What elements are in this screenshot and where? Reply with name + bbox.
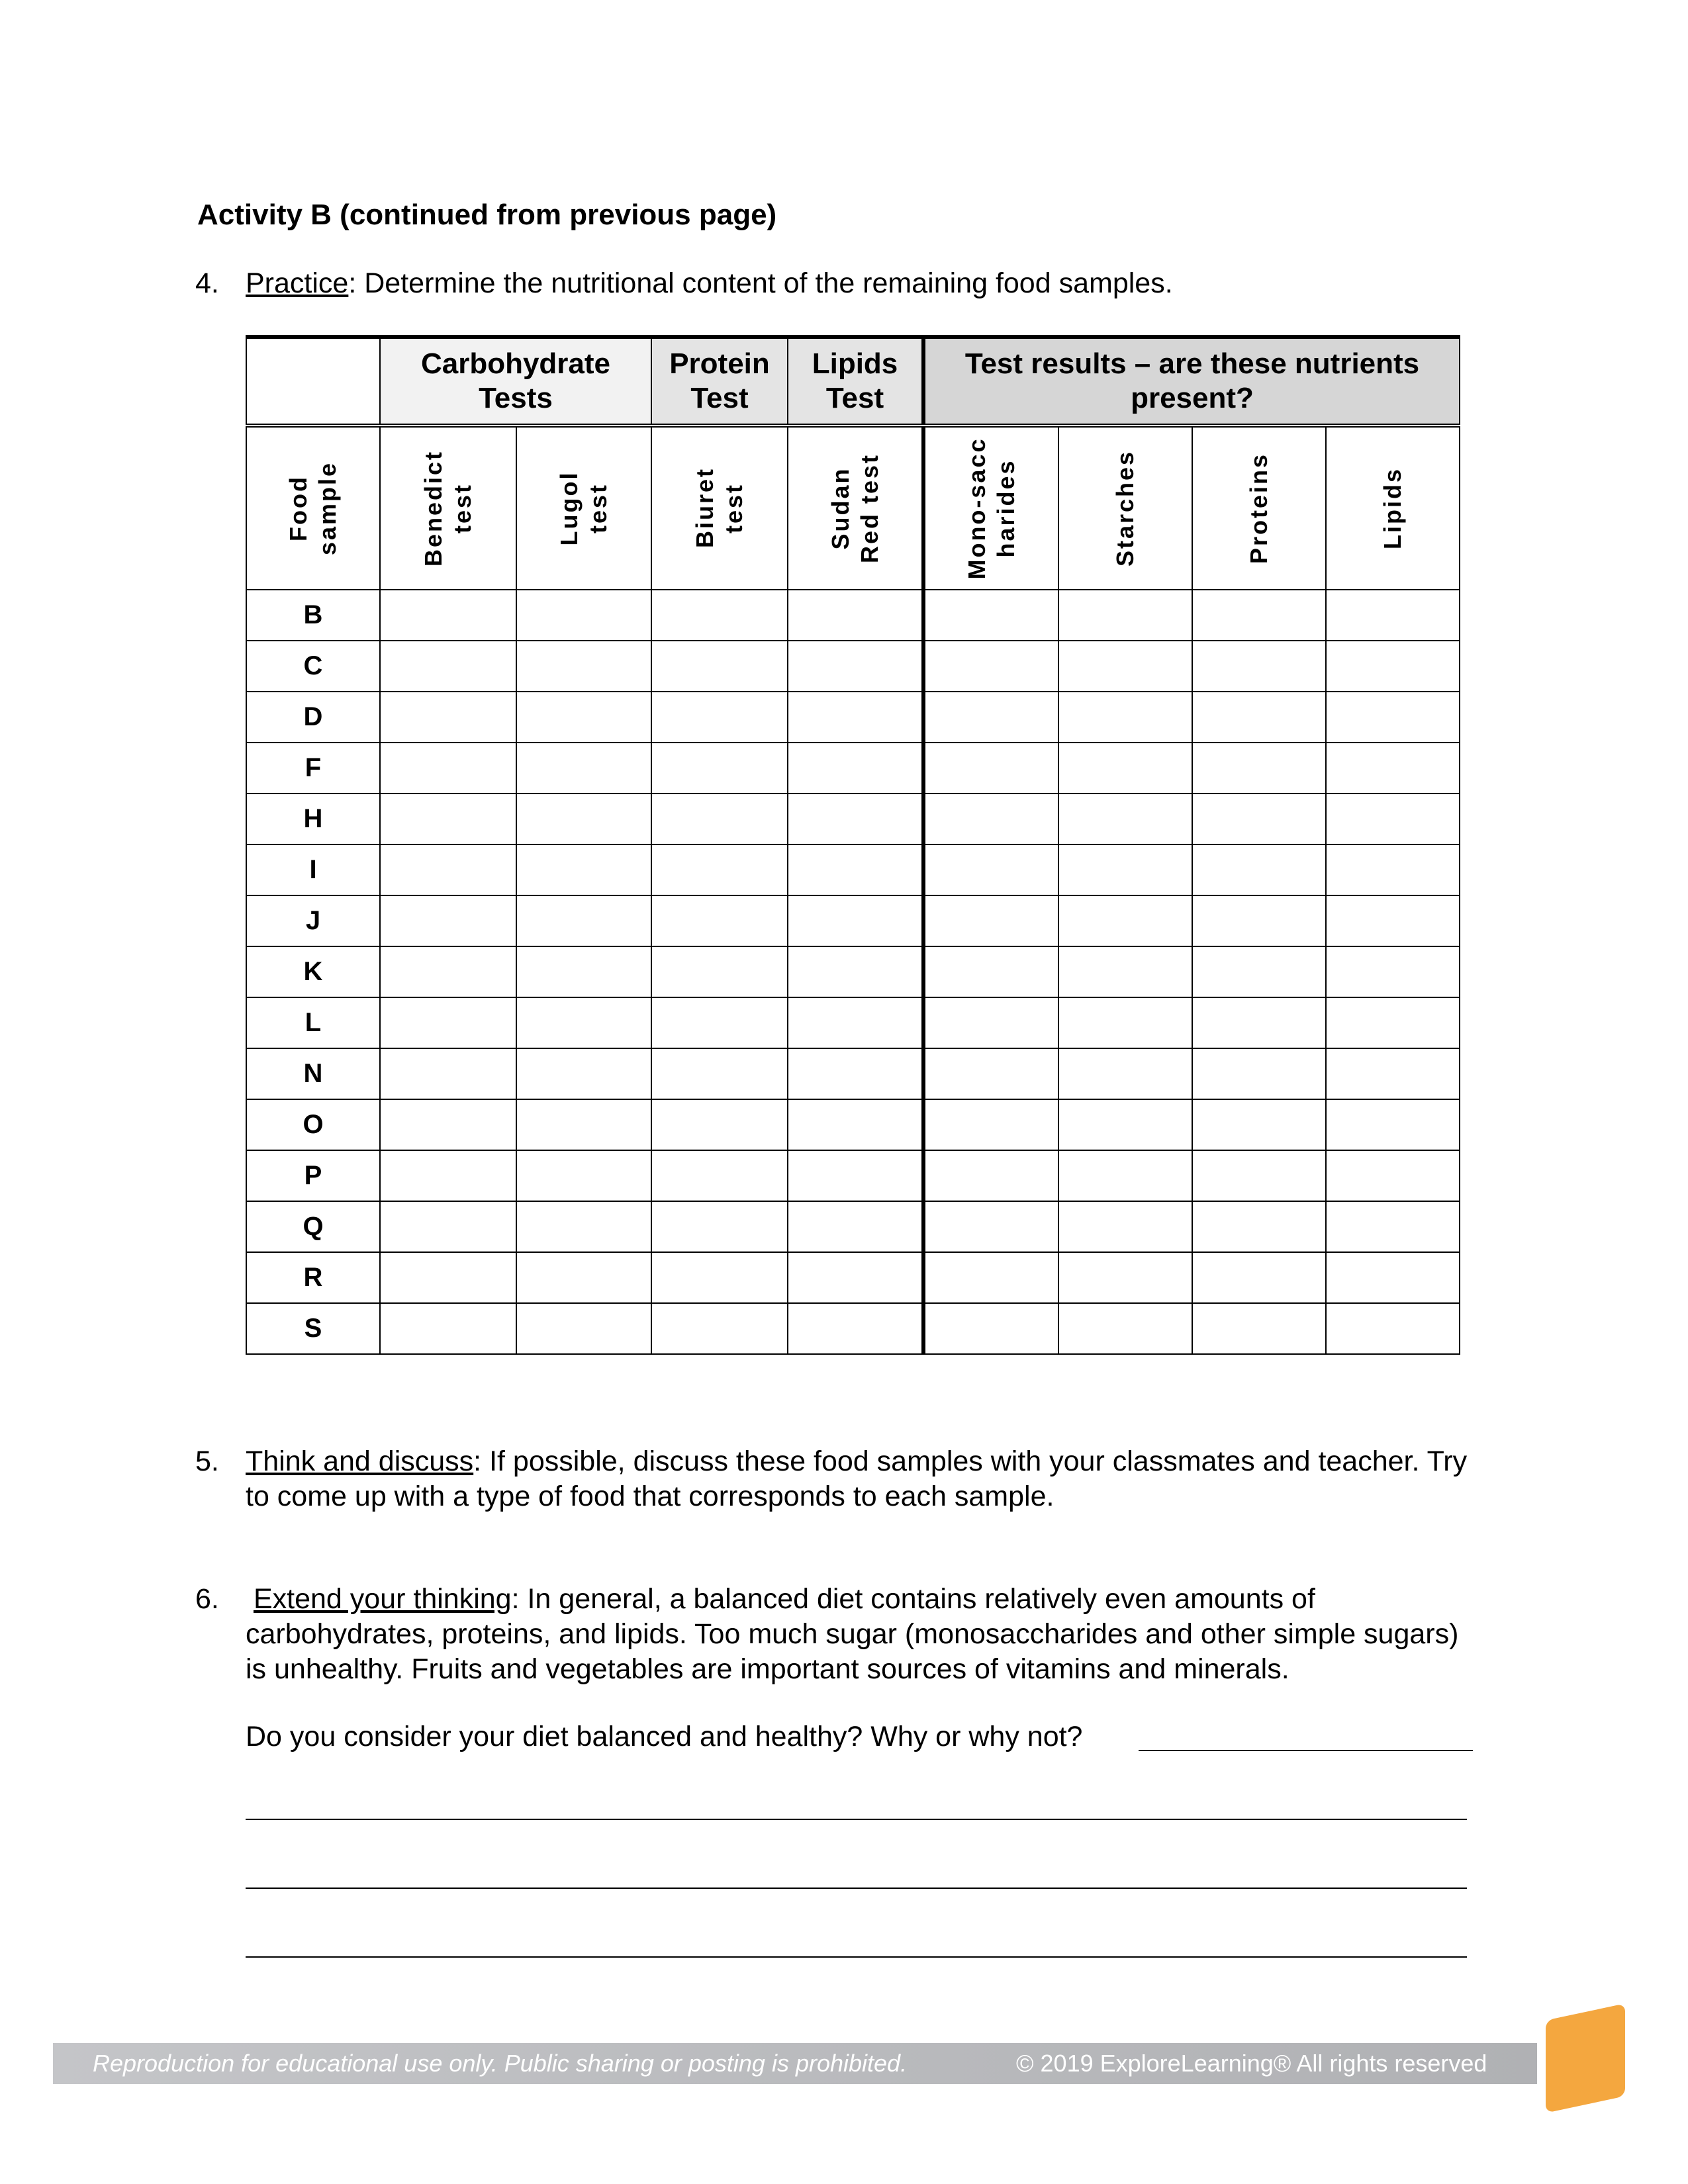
result-cell[interactable]	[516, 946, 651, 997]
food-sample-label: S	[246, 1303, 380, 1354]
result-cell[interactable]	[923, 590, 1058, 641]
result-cell[interactable]	[1058, 997, 1192, 1048]
result-cell[interactable]	[516, 743, 651, 794]
result-cell[interactable]	[1326, 1252, 1460, 1303]
result-cell[interactable]	[1326, 895, 1460, 946]
result-cell[interactable]	[923, 997, 1058, 1048]
result-cell[interactable]	[1058, 1099, 1192, 1150]
result-cell[interactable]	[651, 1048, 788, 1099]
subheader-text: Biuret test	[691, 467, 747, 548]
result-cell[interactable]	[651, 641, 788, 692]
result-cell[interactable]	[1326, 692, 1460, 743]
nutrient-table	[246, 335, 1460, 1355]
result-cell[interactable]	[1058, 1252, 1192, 1303]
result-cell[interactable]	[1192, 692, 1326, 743]
result-cell[interactable]	[516, 844, 651, 895]
result-cell[interactable]	[923, 743, 1058, 794]
result-cell[interactable]	[651, 946, 788, 997]
question-6	[195, 1582, 1470, 1687]
result-cell[interactable]	[651, 997, 788, 1048]
subheader-food-sample	[246, 426, 380, 590]
header-carbohydrate-tests: Carbohydrate Tests	[380, 337, 651, 426]
result-cell[interactable]	[1326, 1048, 1460, 1099]
subheader-text: Food sample	[285, 461, 341, 556]
answer-line[interactable]	[246, 1888, 1467, 1889]
result-cell[interactable]	[651, 743, 788, 794]
result-cell[interactable]	[923, 641, 1058, 692]
result-cell[interactable]	[1058, 946, 1192, 997]
table-row	[246, 794, 1460, 844]
subheader-monosaccharides	[923, 426, 1058, 590]
answer-line[interactable]	[246, 1956, 1467, 1958]
result-cell[interactable]	[516, 1252, 651, 1303]
table-row	[246, 844, 1460, 895]
result-cell[interactable]	[516, 1150, 651, 1201]
result-cell[interactable]	[1326, 1150, 1460, 1201]
result-cell[interactable]	[1058, 590, 1192, 641]
result-cell[interactable]	[788, 590, 923, 641]
food-sample-label: J	[246, 895, 380, 946]
table-row	[246, 997, 1460, 1048]
result-cell[interactable]	[923, 1099, 1058, 1150]
result-cell[interactable]	[1058, 794, 1192, 844]
subheader-text: Starches	[1111, 449, 1139, 567]
result-cell[interactable]	[1192, 997, 1326, 1048]
result-cell[interactable]	[1326, 946, 1460, 997]
answer-line[interactable]	[246, 1819, 1467, 1820]
result-cell[interactable]	[651, 1252, 788, 1303]
question-number: 5.	[195, 1445, 219, 1477]
result-cell[interactable]	[1192, 1201, 1326, 1252]
result-cell[interactable]	[788, 692, 923, 743]
header-protein-test: Protein Test	[651, 337, 788, 426]
subheader-text: Proteins	[1245, 452, 1272, 565]
result-cell[interactable]	[651, 1150, 788, 1201]
food-sample-label: B	[246, 590, 380, 641]
result-cell[interactable]	[516, 590, 651, 641]
subheader-benedict	[380, 426, 516, 590]
result-cell[interactable]	[1326, 743, 1460, 794]
subheader-lipids	[1326, 426, 1460, 590]
result-cell[interactable]	[380, 1048, 516, 1099]
result-cell[interactable]	[1192, 946, 1326, 997]
result-cell[interactable]	[923, 946, 1058, 997]
result-cell[interactable]	[923, 794, 1058, 844]
result-cell[interactable]	[1192, 641, 1326, 692]
result-cell[interactable]	[651, 1099, 788, 1150]
food-sample-label: Q	[246, 1201, 380, 1252]
question-text: : Determine the nutritional content of the remaining food samples.	[348, 267, 1173, 299]
table-row	[246, 1201, 1460, 1252]
result-cell[interactable]	[788, 997, 923, 1048]
question-label: Practice	[246, 267, 349, 299]
result-cell[interactable]	[788, 641, 923, 692]
result-cell[interactable]	[1192, 1303, 1326, 1354]
subheader-starches	[1058, 426, 1192, 590]
result-cell[interactable]	[788, 1150, 923, 1201]
result-cell[interactable]	[380, 692, 516, 743]
blank-header	[246, 337, 380, 426]
result-cell[interactable]	[651, 590, 788, 641]
result-cell[interactable]	[516, 997, 651, 1048]
result-cell[interactable]	[380, 895, 516, 946]
result-cell[interactable]	[788, 794, 923, 844]
diet-question: Do you consider your diet balanced and healthy? Why or why not?	[246, 1721, 1083, 1752]
result-cell[interactable]	[516, 1201, 651, 1252]
food-sample-label: D	[246, 692, 380, 743]
result-cell[interactable]	[923, 1048, 1058, 1099]
result-cell[interactable]	[1192, 1150, 1326, 1201]
question-number: 4.	[195, 267, 219, 299]
result-cell[interactable]	[1192, 895, 1326, 946]
result-cell[interactable]	[651, 692, 788, 743]
result-cell[interactable]	[788, 1099, 923, 1150]
header-lipids-test: Lipids Test	[788, 337, 923, 426]
question-label: Extend your thinking	[253, 1583, 512, 1615]
result-cell[interactable]	[1326, 794, 1460, 844]
explorelearning-logo	[1546, 2003, 1625, 2113]
subheader-text: Sudan Red test	[826, 453, 883, 564]
result-cell[interactable]	[788, 1201, 923, 1252]
result-cell[interactable]	[1058, 692, 1192, 743]
result-cell[interactable]	[1326, 844, 1460, 895]
food-sample-label: K	[246, 946, 380, 997]
result-cell[interactable]	[788, 743, 923, 794]
result-cell[interactable]	[788, 946, 923, 997]
result-cell[interactable]	[516, 692, 651, 743]
result-cell[interactable]	[1058, 895, 1192, 946]
result-cell[interactable]	[380, 997, 516, 1048]
result-cell[interactable]	[1192, 1252, 1326, 1303]
table-row	[246, 1048, 1460, 1099]
result-cell[interactable]	[516, 1048, 651, 1099]
result-cell[interactable]	[380, 946, 516, 997]
subheader-proteins	[1192, 426, 1326, 590]
table-row	[246, 946, 1460, 997]
result-cell[interactable]	[380, 1252, 516, 1303]
table-row	[246, 641, 1460, 692]
result-cell[interactable]	[788, 844, 923, 895]
result-cell[interactable]	[1058, 1150, 1192, 1201]
result-cell[interactable]	[923, 692, 1058, 743]
result-cell[interactable]	[516, 1303, 651, 1354]
result-cell[interactable]	[923, 1150, 1058, 1201]
result-cell[interactable]	[923, 1252, 1058, 1303]
result-cell[interactable]	[516, 1099, 651, 1150]
result-cell[interactable]	[380, 1150, 516, 1201]
result-cell[interactable]	[1326, 590, 1460, 641]
result-cell[interactable]	[1192, 844, 1326, 895]
subheader-biuret	[651, 426, 788, 590]
result-cell[interactable]	[380, 1303, 516, 1354]
footer-copyright: © 2019 ExploreLearning® All rights reserved	[1016, 2050, 1487, 2077]
question-5	[195, 1444, 1470, 1514]
subheader-text: Mono-saccharides	[963, 437, 1019, 580]
result-cell[interactable]	[1058, 1201, 1192, 1252]
result-cell[interactable]	[1192, 590, 1326, 641]
table-row	[246, 1252, 1460, 1303]
table-row	[246, 743, 1460, 794]
table-row	[246, 1099, 1460, 1150]
result-cell[interactable]	[788, 1303, 923, 1354]
table-row	[246, 895, 1460, 946]
question-4	[195, 266, 1470, 301]
result-cell[interactable]	[1058, 1048, 1192, 1099]
header-test-results: Test results – are these nutrients present?	[923, 337, 1460, 426]
result-cell[interactable]	[923, 895, 1058, 946]
result-cell[interactable]	[1326, 1303, 1460, 1354]
question-text: : In general, a balanced diet contains relatively even amounts of carbohydrates, proteins, and lipids. Too much sugar (monosaccharides and other simple sugars) is unhealthy. Fruits and vegetables are important sources of vitamins and minerals.	[246, 1583, 1459, 1685]
subheader-text: Lugol test	[555, 471, 612, 546]
result-cell[interactable]	[1326, 1201, 1460, 1252]
food-sample-label: P	[246, 1150, 380, 1201]
result-cell[interactable]	[1058, 844, 1192, 895]
footer-bar	[53, 2043, 1537, 2084]
result-cell[interactable]	[516, 794, 651, 844]
footer-notice: Reproduction for educational use only. Public sharing or posting is prohibited.	[93, 2050, 908, 2077]
result-cell[interactable]	[788, 1252, 923, 1303]
result-cell[interactable]	[1058, 743, 1192, 794]
result-cell[interactable]	[516, 641, 651, 692]
result-cell[interactable]	[380, 743, 516, 794]
table-row	[246, 1150, 1460, 1201]
result-cell[interactable]	[651, 844, 788, 895]
result-cell[interactable]	[651, 1201, 788, 1252]
result-cell[interactable]	[1326, 641, 1460, 692]
result-cell[interactable]	[1192, 794, 1326, 844]
result-cell[interactable]	[380, 844, 516, 895]
result-cell[interactable]	[380, 1201, 516, 1252]
table-row	[246, 590, 1460, 641]
result-cell[interactable]	[1058, 1303, 1192, 1354]
result-cell[interactable]	[1192, 743, 1326, 794]
section-title: Activity B (continued from previous page)	[197, 199, 777, 231]
food-sample-label: C	[246, 641, 380, 692]
result-cell[interactable]	[923, 844, 1058, 895]
result-cell[interactable]	[651, 895, 788, 946]
result-cell[interactable]	[380, 1099, 516, 1150]
food-sample-label: F	[246, 743, 380, 794]
food-sample-label: H	[246, 794, 380, 844]
food-sample-label: N	[246, 1048, 380, 1099]
result-cell[interactable]	[1058, 641, 1192, 692]
result-cell[interactable]	[1326, 1099, 1460, 1150]
food-sample-label: L	[246, 997, 380, 1048]
table-row	[246, 692, 1460, 743]
question-label: Think and discuss	[246, 1445, 474, 1477]
subheader-sudan-red	[788, 426, 923, 590]
question-text: : If possible, discuss these food samples with your classmates and teacher. Try to come up with a type of food that corresponds to each sample.	[246, 1445, 1468, 1512]
table-row	[246, 1303, 1460, 1354]
subheader-text: Lipids	[1379, 467, 1406, 549]
result-cell[interactable]	[788, 895, 923, 946]
result-cell[interactable]	[1326, 997, 1460, 1048]
result-cell[interactable]	[923, 1303, 1058, 1354]
result-cell[interactable]	[651, 794, 788, 844]
subheader-lugol	[516, 426, 651, 590]
result-cell[interactable]	[1192, 1099, 1326, 1150]
result-cell[interactable]	[380, 590, 516, 641]
subheader-text: Benedict test	[420, 449, 476, 567]
food-sample-label: O	[246, 1099, 380, 1150]
question-number: 6.	[195, 1583, 219, 1615]
answer-line[interactable]	[1139, 1750, 1473, 1751]
result-cell[interactable]	[788, 1048, 923, 1099]
result-cell[interactable]	[923, 1201, 1058, 1252]
result-cell[interactable]	[1192, 1048, 1326, 1099]
result-cell[interactable]	[380, 641, 516, 692]
result-cell[interactable]	[516, 895, 651, 946]
result-cell[interactable]	[651, 1303, 788, 1354]
food-sample-label: R	[246, 1252, 380, 1303]
food-sample-label: I	[246, 844, 380, 895]
result-cell[interactable]	[380, 794, 516, 844]
